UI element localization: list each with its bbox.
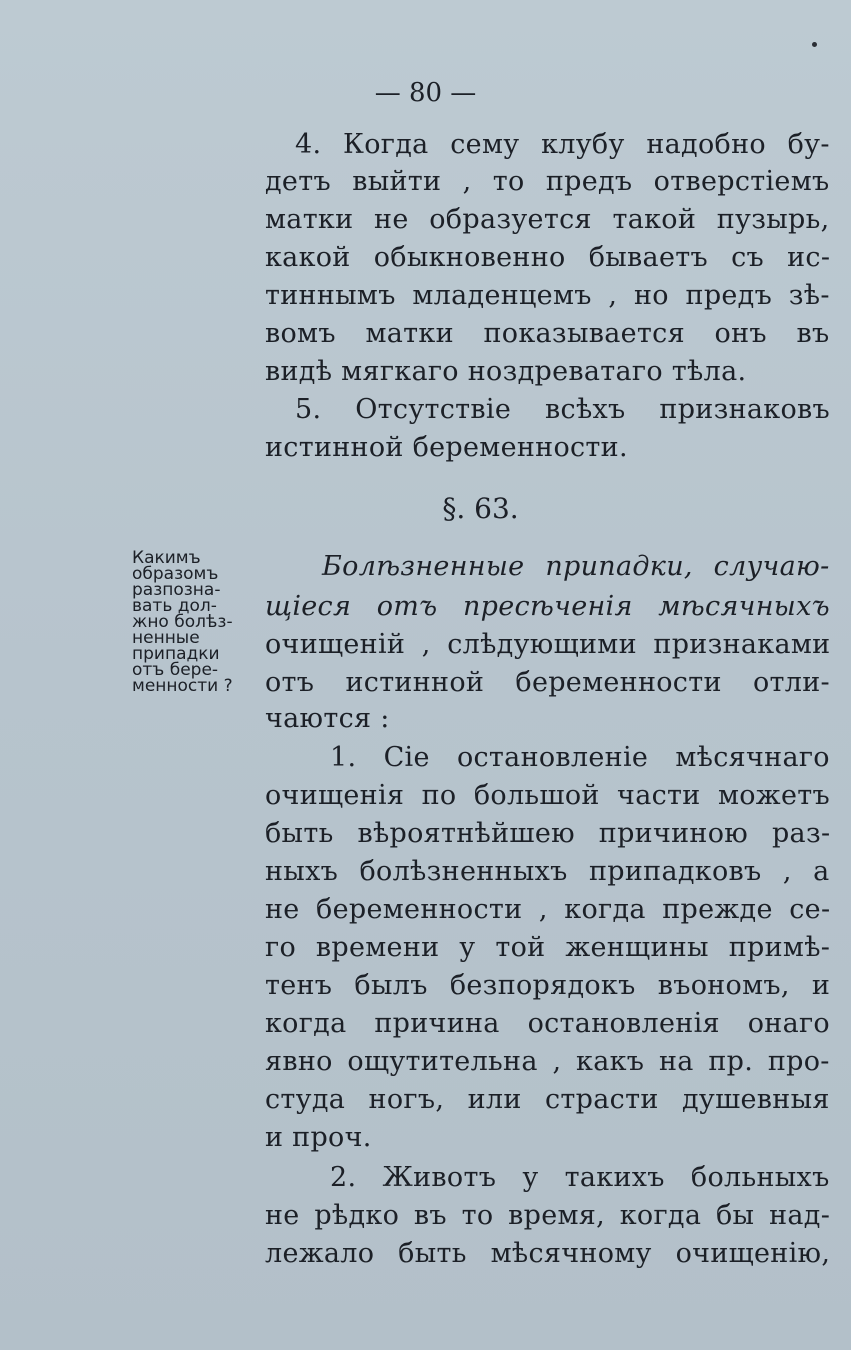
text-line: не беременности , когда прежде се-	[265, 894, 831, 925]
text-line: щіеся отъ пресѣченія мѣсячныхъ	[265, 591, 830, 622]
text-line: видѣ мягкаго ноздреватаго тѣла.	[265, 356, 747, 387]
text-line: не рѣдко въ то время, когда бы над-	[265, 1200, 831, 1231]
text-line: го времени у той женщины примѣ-	[265, 932, 831, 963]
text-line: студа ногъ, или страсти душевныя	[265, 1084, 830, 1115]
ink-dot	[812, 42, 817, 47]
text-line: очищенія по большой части можетъ	[265, 780, 830, 811]
margin-note-line: вать дол-	[132, 596, 217, 616]
text-line: 4. Когда сему клубу надобно бу-	[295, 129, 830, 160]
text-line: 1. Сіе остановленіе мѣсячнаго	[330, 742, 830, 773]
text-line: 2. Животъ у такихъ больныхъ	[330, 1162, 830, 1193]
text-line: истинной беременности.	[265, 432, 628, 463]
margin-note-line: жно болѣз-	[132, 612, 233, 632]
text-line: тиннымъ младенцемъ , но предъ зѣ-	[265, 280, 830, 311]
text-line: и проч.	[265, 1122, 372, 1153]
margin-note-line: разпозна-	[132, 580, 221, 600]
text-line: вомъ матки показывается онъ въ	[265, 318, 830, 349]
margin-note-line: менности ?	[132, 676, 233, 696]
text-line: какой обыкновенно бываетъ съ ис-	[265, 242, 831, 273]
text-line: явно ощутительна , какъ на пр. про-	[265, 1046, 830, 1077]
margin-note-line: ненные	[132, 628, 200, 648]
margin-note-line: образомъ	[132, 564, 219, 584]
text-line: когда причина остановленія онаго	[265, 1008, 830, 1039]
text-line: детъ выйти , то предъ отверстіемъ	[265, 166, 830, 197]
page-number: — 80 —	[374, 78, 477, 108]
text-line: очищеній , слѣдующими признаками	[265, 629, 831, 660]
text-line: лежало быть мѣсячному очищенію,	[265, 1238, 831, 1269]
text-line: отъ истинной беременности отли-	[265, 667, 830, 698]
margin-note-line: припадки	[132, 644, 220, 664]
margin-note-line: отъ бере-	[132, 660, 219, 680]
section-heading: §. 63.	[442, 492, 519, 525]
text-line: тенъ былъ безпорядокъ въономъ, и	[265, 970, 831, 1001]
text-line: быть вѣроятнѣйшею причиною раз-	[265, 818, 831, 849]
text-line: ныхъ болѣзненныхъ припадковъ , а	[265, 856, 830, 887]
text-line: 5. Отсутствіе всѣхъ признаковъ	[295, 394, 831, 425]
text-line: Болѣзненные припадки, случаю-	[322, 551, 830, 582]
text-line: чаются :	[265, 703, 390, 734]
text-line: матки не образуется такой пузырь,	[265, 204, 830, 235]
margin-note-line: Какимъ	[132, 548, 201, 568]
